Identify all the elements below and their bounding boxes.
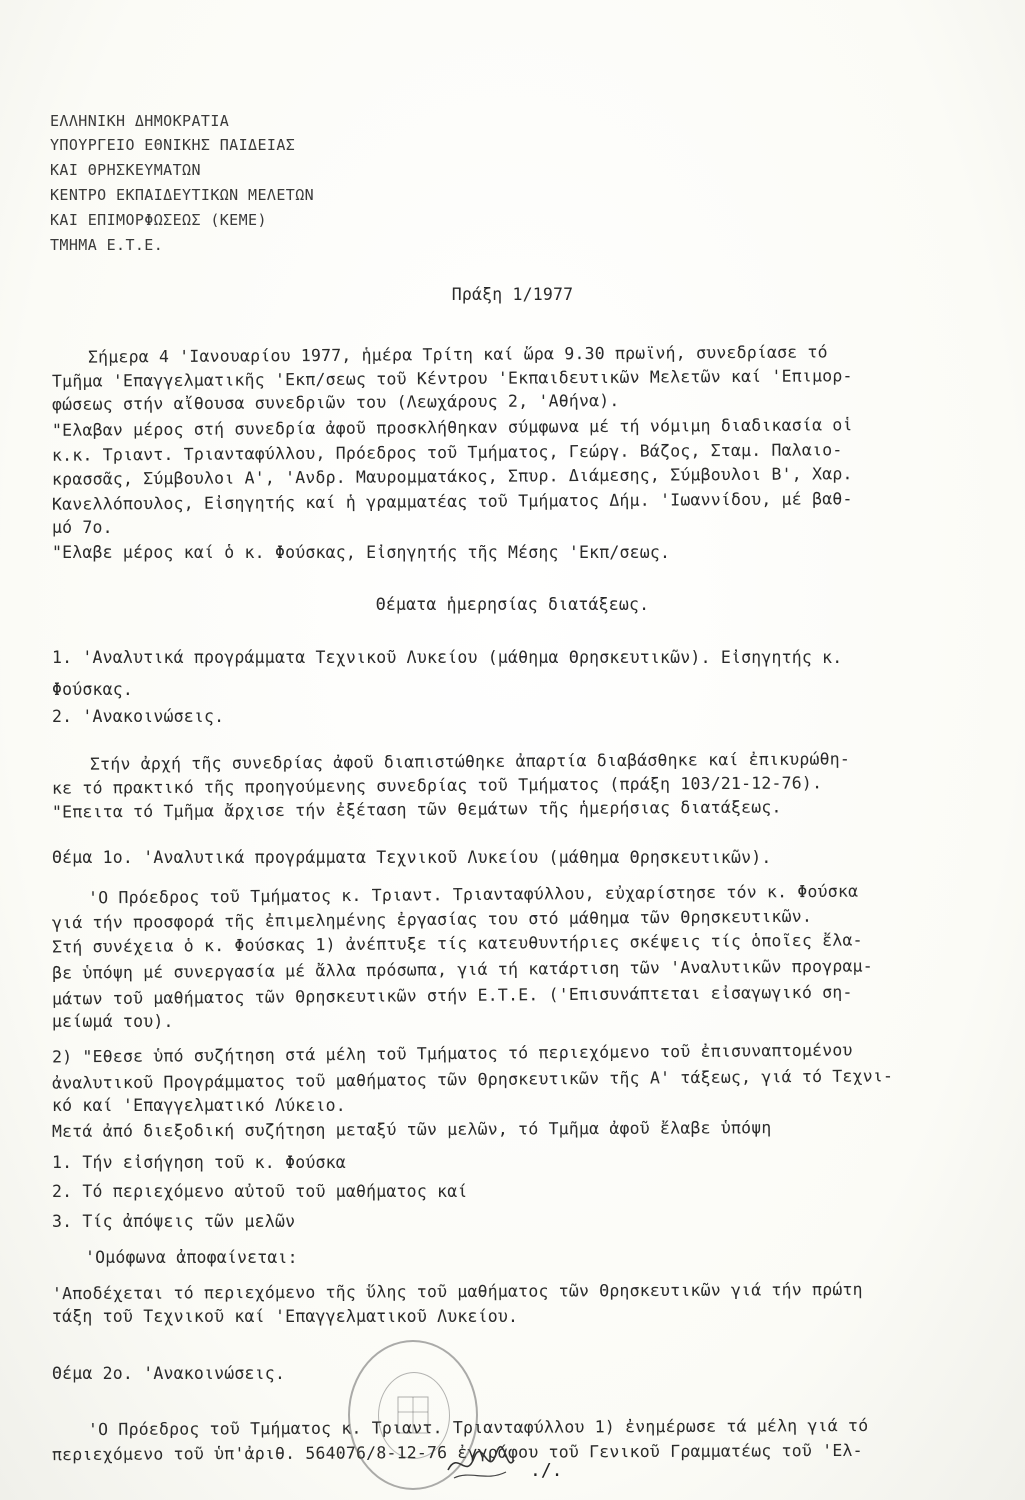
text-line: "Επειτα τό Τμῆμα ἄρχισε τήν ἐξέταση τῶν θεμάτων τῆς ἡμερήσιας διατάξεως.	[51, 797, 782, 822]
document-title: Πράξη 1/1977	[451, 285, 574, 304]
text-line: Τμῆμα 'Επαγγελματικῆς 'Εκπ/σεως τοῦ Κέντρου 'Εκπαιδευτικῶν Μελετῶν καί 'Επιμορ-	[51, 366, 853, 391]
text-line: φώσεως στήν αἴθουσα συνεδριῶν του (Λεωχάρους 2, 'Αθήνα).	[51, 391, 620, 414]
text-line: 'Ο Πρόεδρος τοῦ Τμήματος κ. Τριαντ. Τριανταφύλλου, εὐχαρίστησε τόν κ. Φούσκα	[87, 881, 859, 908]
decision-heading: 'Ομόφωνα ἀποφαίνεται:	[85, 1248, 298, 1267]
text-line: τάξη τοῦ Τεχνικοῦ καί 'Επαγγελματικοῦ Λυκείου.	[52, 1307, 519, 1326]
header-line: ΚΑΙ ΘΡΗΣΚΕΥΜΑΤΩΝ	[50, 161, 201, 179]
text-line: 'Ο Πρόεδρος τοῦ Τμήματος κ. Τριαντ. Τριανταφύλλου 1) ἐνημέρωσε τά μέλη γιά τό	[87, 1415, 869, 1440]
text-line: μείωμά του).	[52, 1012, 174, 1031]
text-line: Κανελλόπουλος, Εἰσηγητής καί ἡ γραμματέας τοῦ Τμήματος Δήμ. 'Ιωαννίδου, μέ βαθ-	[51, 489, 853, 514]
header-line: ΚΕΝΤΡΟ ΕΚΠΑΙΔΕΥΤΙΚΩΝ ΜΕΛΕΤΩΝ	[50, 186, 315, 204]
text-line: Μετά ἀπό διεξοδική συζήτηση μεταξύ τῶν μελῶν, τό Τμῆμα ἀφοῦ ἔλαβε ὑπόψη	[51, 1118, 772, 1141]
text-line: "Ελαβαν μέρος στή συνεδρία ἀφοῦ προσκλήθηκαν σύμφωνα μέ τή νόμιμη διαδικασία οἱ	[51, 415, 853, 440]
text-line: Στή συνέχεια ὁ κ. Φούσκας 1) ἀνέπτυξε τίς κατευθυντήριες σκέψεις τίς ὁποῖες ἔλα-	[51, 930, 863, 957]
text-line: "Ελαβε μέρος καί ὁ κ. Φούσκας, Εἰσηγητής τῆς Μέσης 'Εκπ/σεως.	[52, 543, 671, 562]
header-line: ΚΑΙ ΕΠΙΜΟΡΦΩΣΕΩΣ (ΚΕΜΕ)	[50, 211, 267, 229]
topic-1-heading: Θέμα 1ο. 'Αναλυτικά προγράμματα Τεχνικοῦ Λυκείου (μάθημα Θρησκευτικῶν).	[52, 848, 772, 867]
considered-item: 2. Τό περιεχόμενο αὐτοῦ τοῦ μαθήματος καί	[52, 1182, 468, 1201]
text-line: γιά τήν προσφορά τῆς ἐπιμελημένης ἐργασίας του στό μάθημα τῶν Θρησκευτικῶν.	[51, 906, 813, 933]
text-line: περιεχόμενο τοῦ ὑπ'ἀριθ. 564076/8-12-76 ἐγγράφου τοῦ Γενικοῦ Γραμματέως τοῦ 'Ελ-	[51, 1440, 863, 1465]
text-line: Σήμερα 4 'Ιανουαρίου 1977, ἡμέρα Τρίτη καί ὥρα 9.30 πρωϊνή, συνεδρίασε τό	[87, 342, 828, 367]
handwritten-signature	[440, 1440, 520, 1490]
agenda-heading: Θέματα ἡμερησίας διατάξεως.	[375, 595, 650, 614]
agenda-item: 2. 'Ανακοινώσεις.	[52, 707, 225, 726]
page-continuation-mark: ./.	[530, 1460, 563, 1481]
text-line: Στήν ἀρχή τῆς συνεδρίας ἀφοῦ διαπιστώθηκε ἀπαρτία διαβάσθηκε καί ἐπικυρώθη-	[89, 749, 851, 774]
text-line: 2) "Εθεσε ὑπό συζήτηση στά μέλη τοῦ Τμήματος τό περιεχόμενο τοῦ ἐπισυναπτομένου	[51, 1040, 853, 1067]
topic-2-heading: Θέμα 2ο. 'Ανακοινώσεις.	[52, 1364, 286, 1383]
header-line: ΥΠΟΥΡΓΕΙΟ ΕΘΝΙΚΗΣ ΠΑΙΔΕΙΑΣ	[50, 136, 296, 154]
header-line: ΤΜΗΜΑ Ε.Τ.Ε.	[50, 236, 164, 254]
text-line: 'Αποδέχεται τό περιεχόμενο τῆς ὕλης τοῦ μαθήματος τῶν Θρησκευτικῶν γιά τήν πρώτη	[51, 1279, 863, 1304]
text-line: ἀναλυτικοῦ Προγράμματος τοῦ μαθήματος τῶν Θρησκευτικῶν τῆς Α' τάξεως, γιά τό Τεχνι-	[51, 1066, 894, 1093]
considered-item: 1. Τήν εἰσήγηση τοῦ κ. Φούσκα	[52, 1153, 346, 1172]
text-line: κε τό πρακτικό τῆς προηγούμενης συνεδρίας τοῦ Τμήματος (πράξη 103/21-12-76).	[51, 773, 823, 798]
text-line: βε ὑπόψη μέ συνεργασία μέ ἄλλα πρόσωπα, γιά τή κατάρτιση τῶν 'Αναλυτικῶν προγραμ-	[51, 956, 873, 983]
agenda-item: 1. 'Αναλυτικά προγράμματα Τεχνικοῦ Λυκείου (μάθημα Θρησκευτικῶν). Εἰσηγητής κ.	[52, 648, 843, 667]
text-line: μό 7ο.	[52, 518, 113, 537]
text-line: μάτων τοῦ μαθήματος τῶν Θρησκευτικῶν στήν Ε.Τ.Ε. ('Επισυνάπτεται εἰσαγωγικό ση-	[51, 982, 853, 1009]
text-line: κ.κ. Τριαντ. Τριανταφύλλου, Πρόεδρος τοῦ Τμήματος, Γεώργ. Βάζος, Σταμ. Παλαιο-	[51, 440, 843, 465]
text-line: κρασσᾶς, Σύμβουλοι Α', 'Ανδρ. Μαυρομματάκος, Σπυρ. Διάμεσης, Σύμβουλοι Β', Χαρ.	[51, 464, 853, 489]
considered-item: 3. Τίς ἀπόψεις τῶν μελῶν	[52, 1212, 296, 1231]
agenda-item: Φούσκας.	[52, 680, 134, 699]
text-line: κό καί 'Επαγγελματικό Λύκειο.	[52, 1096, 346, 1115]
header-line: ΕΛΛΗΝΙΚΗ ΔΗΜΟΚΡΑΤΙΑ	[50, 112, 230, 130]
